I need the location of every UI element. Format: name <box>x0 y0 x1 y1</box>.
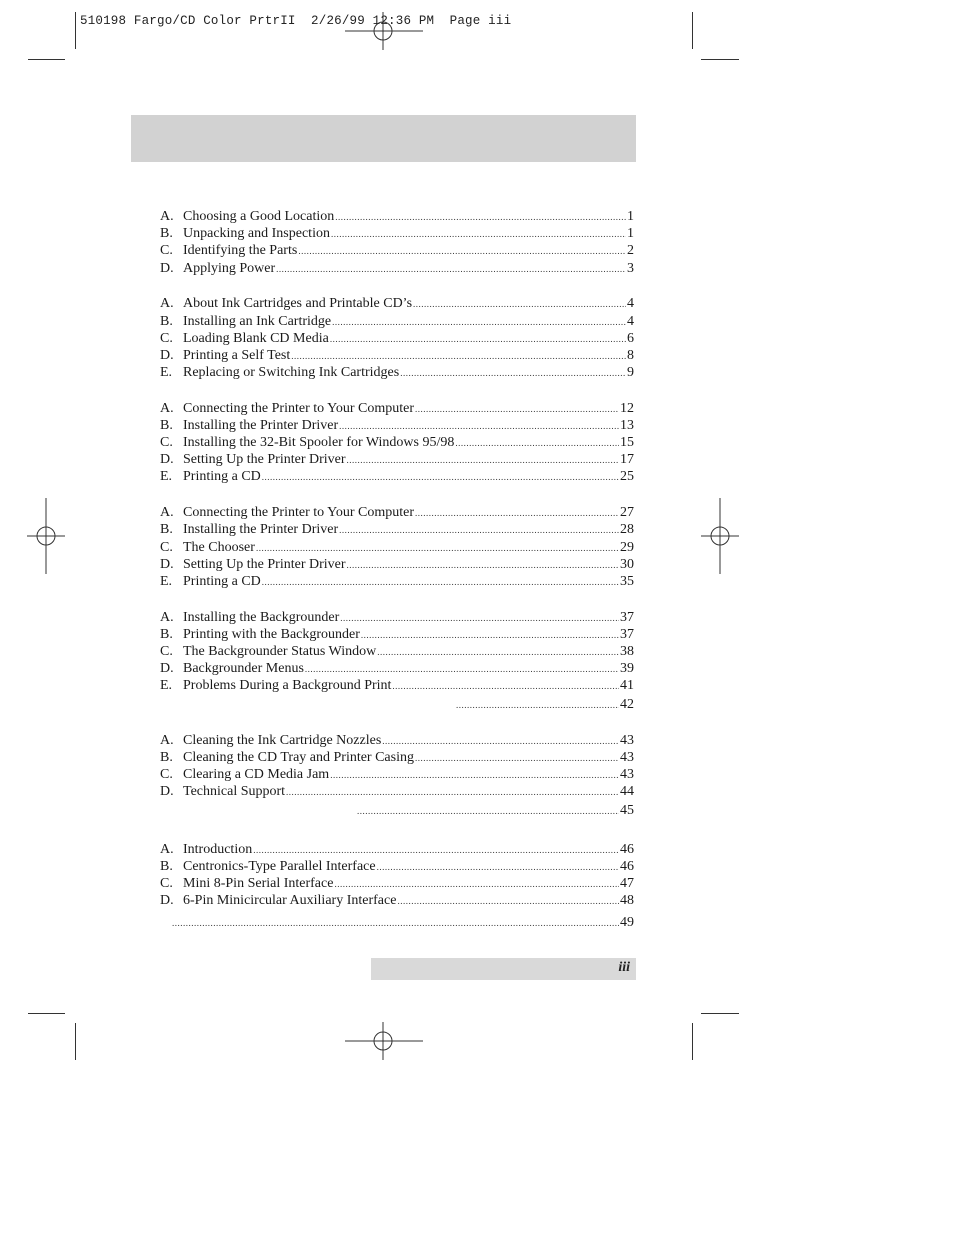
registration-mark-icon <box>27 498 65 574</box>
toc-entry-letter: C. <box>160 331 173 346</box>
toc-entry[interactable] <box>160 875 634 892</box>
toc-entry-page: 27 <box>620 505 634 520</box>
toc-entry-title: Cleaning the CD Tray and Printer Casing <box>183 750 414 765</box>
toc-entry-title: Problems During a Background Print <box>183 678 392 693</box>
toc-entry[interactable] <box>356 802 634 819</box>
toc-entry-title: The Chooser <box>183 540 255 555</box>
dot-leader <box>377 859 619 876</box>
toc-entry-page: 46 <box>620 859 634 874</box>
toc-entry-title: 6-Pin Minicircular Auxiliary Interface <box>183 893 397 908</box>
dot-leader <box>332 314 626 331</box>
dot-leader <box>172 915 619 932</box>
dot-leader <box>298 243 626 260</box>
toc-entry-letter: B. <box>160 750 173 765</box>
toc-entry-title: Technical Support <box>183 784 286 799</box>
toc-entry-letter: D. <box>160 661 174 676</box>
crop-mark <box>701 59 739 60</box>
toc-entry-page: 38 <box>620 644 634 659</box>
toc-entry[interactable] <box>160 556 634 573</box>
toc-entry-title: Identifying the Parts <box>183 243 298 258</box>
toc-entry-page: 46 <box>620 842 634 857</box>
dot-leader <box>339 522 619 539</box>
dot-leader <box>347 557 619 574</box>
dot-leader <box>291 348 626 365</box>
toc-entry-page: 44 <box>620 784 634 799</box>
dot-leader <box>330 767 619 784</box>
toc-entry[interactable] <box>160 749 634 766</box>
toc-entry-title: Installing the Printer Driver <box>183 418 339 433</box>
toc-entry-letter: D. <box>160 557 174 572</box>
toc-entry[interactable] <box>160 573 634 590</box>
toc-entry-letter: D. <box>160 784 174 799</box>
toc-entry[interactable] <box>455 696 634 713</box>
toc-entry[interactable] <box>160 242 634 259</box>
toc-entry-title: Mini 8-Pin Serial Interface <box>183 876 334 891</box>
toc-entry-letter: B. <box>160 314 173 329</box>
toc-entry-page: 25 <box>620 469 634 484</box>
toc-entry[interactable] <box>160 364 634 381</box>
toc-entry-title: Replacing or Switching Ink Cartridges <box>183 365 400 380</box>
toc-entry-letter: C. <box>160 876 173 891</box>
dot-leader <box>415 401 619 418</box>
toc-entry-title: Setting Up the Printer Driver <box>183 557 346 572</box>
toc-entry-page: 3 <box>627 261 634 276</box>
toc-entry-letter: A. <box>160 209 174 224</box>
toc-entry-letter: A. <box>160 610 174 625</box>
toc-entry-page: 45 <box>620 803 634 818</box>
dot-leader <box>397 893 619 910</box>
toc-entry-letter: A. <box>160 296 174 311</box>
toc-entry-letter: C. <box>160 540 173 555</box>
dot-leader <box>339 418 619 435</box>
dot-leader <box>377 644 619 661</box>
toc-entry[interactable] <box>160 892 634 909</box>
print-slug-line: 510198 Fargo/CD Color PrtrII 2/26/99 12:36 PM Page iii <box>80 14 512 28</box>
toc-entry-letter: B. <box>160 418 173 433</box>
toc-entry-page: 42 <box>620 697 634 712</box>
header-band <box>131 115 636 162</box>
dot-leader <box>456 697 619 714</box>
toc-entry-title: Installing the 32-Bit Spooler for Windows 95/98 <box>183 435 455 450</box>
toc-entry-title: Backgrounder Menus <box>183 661 304 676</box>
toc-entry-title: Setting Up the Printer Driver <box>183 452 346 467</box>
toc-entry-letter: D. <box>160 893 174 908</box>
toc-entry-page: 12 <box>620 401 634 416</box>
toc-entry-title: Installing an Ink Cartridge <box>183 314 332 329</box>
toc-entry-letter: C. <box>160 644 173 659</box>
toc-entry-page: 39 <box>620 661 634 676</box>
toc-entry-title: Clearing a CD Media Jam <box>183 767 330 782</box>
toc-entry-page: 1 <box>627 209 634 224</box>
toc-entry[interactable] <box>160 539 634 556</box>
toc-entry-letter: E. <box>160 365 173 380</box>
toc-entry-title: Printing a CD <box>183 574 261 589</box>
toc-entry[interactable] <box>160 677 634 694</box>
crop-mark <box>28 1013 65 1014</box>
toc-entry-page: 43 <box>620 733 634 748</box>
toc-entry-title: Applying Power <box>183 261 276 276</box>
registration-mark-icon <box>345 12 423 50</box>
dot-leader <box>415 505 619 522</box>
toc-entry-letter: D. <box>160 261 174 276</box>
dot-leader <box>357 803 619 820</box>
toc-entry-letter: B. <box>160 627 173 642</box>
toc-entry-page: 37 <box>620 627 634 642</box>
toc-entry[interactable] <box>160 504 634 521</box>
toc-entry[interactable] <box>160 260 634 277</box>
dot-leader <box>330 331 626 348</box>
toc-entry[interactable] <box>160 434 634 451</box>
toc-entry-page: 29 <box>620 540 634 555</box>
toc-entry-title: Introduction <box>183 842 253 857</box>
dot-leader <box>276 261 626 278</box>
dot-leader <box>413 296 626 313</box>
dot-leader <box>455 435 619 452</box>
page-number: iii <box>618 960 630 975</box>
toc-entry[interactable] <box>160 451 634 468</box>
toc-entry-title: Printing with the Backgrounder <box>183 627 360 642</box>
toc-entry[interactable] <box>171 914 634 931</box>
crop-mark <box>75 12 76 49</box>
toc-entry-letter: B. <box>160 226 173 241</box>
toc-entry-page: 4 <box>627 314 634 329</box>
toc-entry-page: 4 <box>627 296 634 311</box>
toc-entry[interactable] <box>160 417 634 434</box>
toc-entry-page: 35 <box>620 574 634 589</box>
dot-leader <box>361 627 619 644</box>
toc-entry-page: 41 <box>620 678 634 693</box>
toc-entry[interactable] <box>160 841 634 858</box>
toc-entry[interactable] <box>160 347 634 364</box>
toc-entry[interactable] <box>160 330 634 347</box>
toc-entry-title: Centronics-Type Parallel Interface <box>183 859 376 874</box>
toc-entry-letter: D. <box>160 348 174 363</box>
toc-entry-title: Choosing a Good Location <box>183 209 335 224</box>
dot-leader <box>400 365 626 382</box>
dot-leader <box>392 678 619 695</box>
crop-mark <box>692 12 693 49</box>
toc-entry-title: Connecting the Printer to Your Computer <box>183 505 414 520</box>
dot-leader <box>331 226 626 243</box>
registration-mark-icon <box>345 1022 423 1060</box>
toc-entry-letter: B. <box>160 522 173 537</box>
toc-entry-title: Connecting the Printer to Your Computer <box>183 401 414 416</box>
toc-entry-letter: E. <box>160 574 173 589</box>
toc-entry-page: 37 <box>620 610 634 625</box>
toc-entry-letter: A. <box>160 401 174 416</box>
toc-entry[interactable] <box>160 783 634 800</box>
footer-band <box>371 958 636 980</box>
toc-entry-page: 49 <box>620 915 634 930</box>
toc-entry[interactable] <box>160 732 634 749</box>
toc-entry-page: 8 <box>627 348 634 363</box>
toc-entry-title: Unpacking and Inspection <box>183 226 330 241</box>
toc-entry-letter: E. <box>160 678 173 693</box>
toc-entry-page: 43 <box>620 750 634 765</box>
toc-entry[interactable] <box>160 295 634 312</box>
toc-entry-letter: B. <box>160 859 173 874</box>
toc-entry-page: 47 <box>620 876 634 891</box>
toc-entry-page: 6 <box>627 331 634 346</box>
toc-entry-title: About Ink Cartridges and Printable CD’s <box>183 296 413 311</box>
dot-leader <box>334 876 619 893</box>
toc-entry-letter: A. <box>160 733 174 748</box>
toc-entry[interactable] <box>160 225 634 242</box>
toc-entry-page: 1 <box>627 226 634 241</box>
dot-leader <box>262 469 619 486</box>
toc-entry-letter: C. <box>160 767 173 782</box>
crop-mark <box>692 1023 693 1060</box>
dot-leader <box>335 209 626 226</box>
toc-entry-page: 30 <box>620 557 634 572</box>
toc-entry-page: 2 <box>627 243 634 258</box>
toc-entry[interactable] <box>160 400 634 417</box>
toc-entry-title: Printing a CD <box>183 469 261 484</box>
toc-entry[interactable] <box>160 468 634 485</box>
crop-mark <box>28 59 65 60</box>
toc-entry[interactable] <box>160 626 634 643</box>
toc-entry-page: 9 <box>627 365 634 380</box>
toc-entry-letter: E. <box>160 469 173 484</box>
toc-entry-title: Installing the Printer Driver <box>183 522 339 537</box>
toc-entry-page: 13 <box>620 418 634 433</box>
registration-mark-icon <box>701 498 739 574</box>
toc-entry-title: Printing a Self Test <box>183 348 291 363</box>
toc-entry-page: 28 <box>620 522 634 537</box>
toc-entry-letter: C. <box>160 243 173 258</box>
dot-leader <box>262 574 619 591</box>
toc-entry-letter: C. <box>160 435 173 450</box>
toc-entry[interactable] <box>160 660 634 677</box>
toc-entry[interactable] <box>160 208 634 225</box>
toc-entry[interactable] <box>160 643 634 660</box>
toc-entry-page: 17 <box>620 452 634 467</box>
dot-leader <box>415 750 619 767</box>
toc-entry-title: Loading Blank CD Media <box>183 331 329 346</box>
toc-entry-letter: D. <box>160 452 174 467</box>
toc-entry-letter: A. <box>160 505 174 520</box>
toc-entry-page: 43 <box>620 767 634 782</box>
dot-leader <box>286 784 619 801</box>
dot-leader <box>347 452 619 469</box>
toc-entry-page: 15 <box>620 435 634 450</box>
dot-leader <box>382 733 619 750</box>
toc-entry[interactable] <box>160 609 634 626</box>
toc-entry-title: The Backgrounder Status Window <box>183 644 377 659</box>
toc-entry[interactable] <box>160 313 634 330</box>
toc-entry[interactable] <box>160 766 634 783</box>
toc-entry-page: 48 <box>620 893 634 908</box>
toc-entry-letter: A. <box>160 842 174 857</box>
dot-leader <box>305 661 619 678</box>
toc-entry[interactable] <box>160 521 634 538</box>
crop-mark <box>701 1013 739 1014</box>
dot-leader <box>253 842 619 859</box>
dot-leader <box>340 610 619 627</box>
dot-leader <box>256 540 619 557</box>
toc-entry-title: Cleaning the Ink Cartridge Nozzles <box>183 733 382 748</box>
toc-entry-title: Installing the Backgrounder <box>183 610 340 625</box>
crop-mark <box>75 1023 76 1060</box>
toc-entry[interactable] <box>160 858 634 875</box>
